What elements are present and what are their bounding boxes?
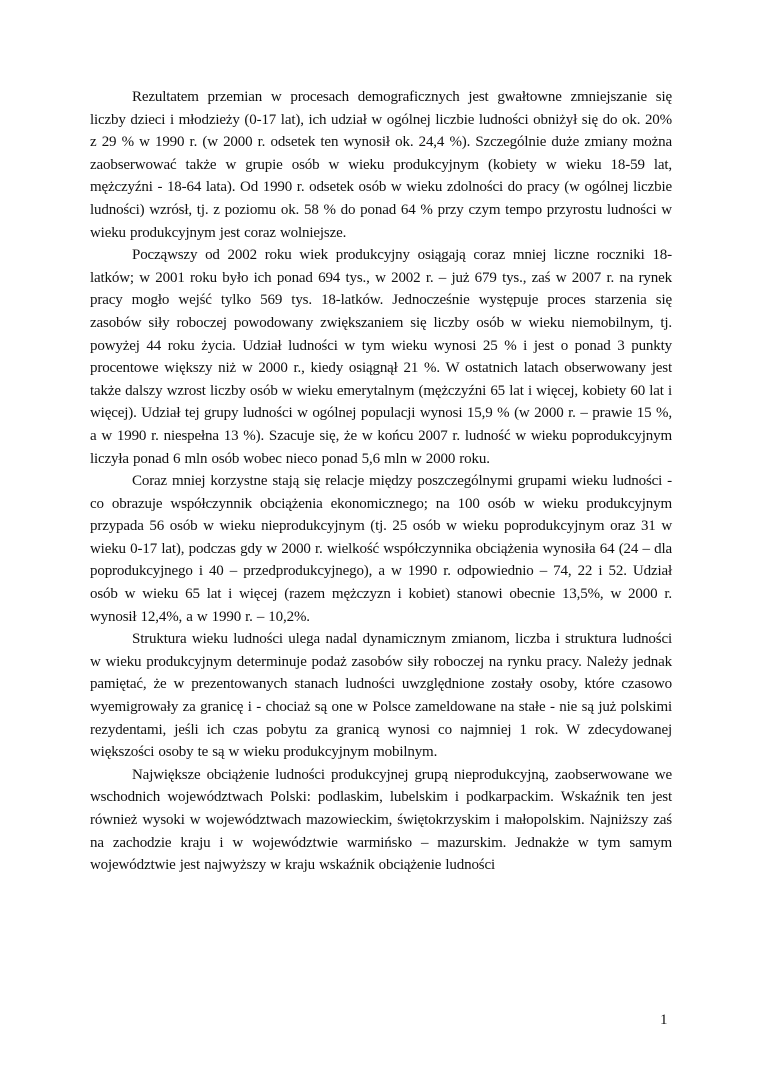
paragraph-4: Struktura wieku ludności ulega nadal dynamicznym zmianom, liczba i struktura ludności w wieku produkcyjnym determinuje podaż zasobów siły roboczej na rynku pracy. Należy jednak pamiętać, że w prezentowanych stanach ludności uwzględnione zostały osoby, które czasowo wyemigrowały za granicę i - chociaż są one w Polsce zameldowane na stałe - nie są już polskimi rezydentami, jeśli ich czas pobytu za granicą wynosi co najmniej 1 rok. W zdecydowanej większości osoby te są w wieku produkcyjnym mobilnym. xyxy=(90,631,672,761)
paragraph-3: Coraz mniej korzystne stają się relacje między poszczególnymi grupami wieku ludności - co obrazuje współczynnik obciążenia ekonomicznego; na 100 osób w wieku produkcyjnym przypada 56 osób w wieku nieprodukcyjnym (tj. 25 osób w wieku poprodukcyjnym oraz 31 w wieku 0-17 lat), podczas gdy w 2000 r. wielkość współczynnika obciążenia wynosiła 64 (24 – dla poprodukcyjnego i 40 – przedprodukcyjnego), a w 1990 r. odpowiednio – 74, 22 i 52. Udział osób w wieku 65 lat i więcej (razem mężczyzn i kobiet) stanowi obecnie 13,5%, w 2000 r. wynosił 12,4%, a w 1990 r. – 10,2%. xyxy=(90,473,672,625)
document-body xyxy=(90,86,672,877)
page-number: 1 xyxy=(660,1012,668,1028)
paragraph-5: Największe obciążenie ludności produkcyjnej grupą nieprodukcyjną, zaobserwowane we wschodnich województwach Polski: podlaskim, lubelskim i podkarpackim. Wskaźnik ten jest również wysoki w województwach mazowieckim, świętokrzyskim i małopolskim. Najniższy zaś na zachodzie kraju i w województwie warmińsko – mazurskim. Jednakże w tym samym województwie jest najwyższy w kraju wskaźnik obciążenie ludności xyxy=(90,766,672,874)
paragraph-1: Rezultatem przemian w procesach demograficznych jest gwałtowne zmniejszanie się liczby dzieci i młodzieży (0-17 lat), ich udział w ogólnej liczbie ludności obniżył się do ok. 20% z 29 % w 1990 r. (w 2000 r. odsetek ten wynosił ok. 24,4 %). Szczególnie duże zmiany można zaobserwować także w grupie osób w wieku produkcyjnym (kobiety w wieku 18-59 lat, mężczyźni - 18-64 lata). Od 1990 r. odsetek osób w wieku zdolności do pracy (w ogólnej liczbie ludności) wzrósł, tj. z poziomu ok. 58 % do ponad 64 % przy czym tempo przyrostu ludności w wieku produkcyjnym jest coraz wolniejsze. xyxy=(90,89,672,241)
paragraph-2: Począwszy od 2002 roku wiek produkcyjny osiągają coraz mniej liczne roczniki 18-latków; w 2001 roku było ich ponad 694 tys., w 2002 r. – już 679 tys., zaś w 2007 r. na rynek pracy mogło wejść tylko 569 tys. 18-latków. Jednocześnie występuje proces starzenia się zasobów siły roboczej powodowany zwiększaniem się liczby osób w wieku niemobilnym, tj. powyżej 44 roku życia. Udział ludności w tym wieku wynosi 25 % i jest o ponad 3 punkty procentowe większy niż w 2000 r., kiedy osiągnął 21 %. W ostatnich latach obserwowany jest także dalszy wzrost liczby osób w wieku emerytalnym (mężczyźni 65 lat i więcej, kobiety 60 lat i więcej). Udział tej grupy ludności w ogólnej populacji wynosi 15,9 % (w 2000 r. – prawie 15 %, a w 1990 r. niespełna 13 %). Szacuje się, że w końcu 2007 r. ludność w wieku poprodukcyjnym liczyła ponad 6 mln osób wobec nieco ponad 5,6 mln w 2000 roku. xyxy=(90,247,672,467)
